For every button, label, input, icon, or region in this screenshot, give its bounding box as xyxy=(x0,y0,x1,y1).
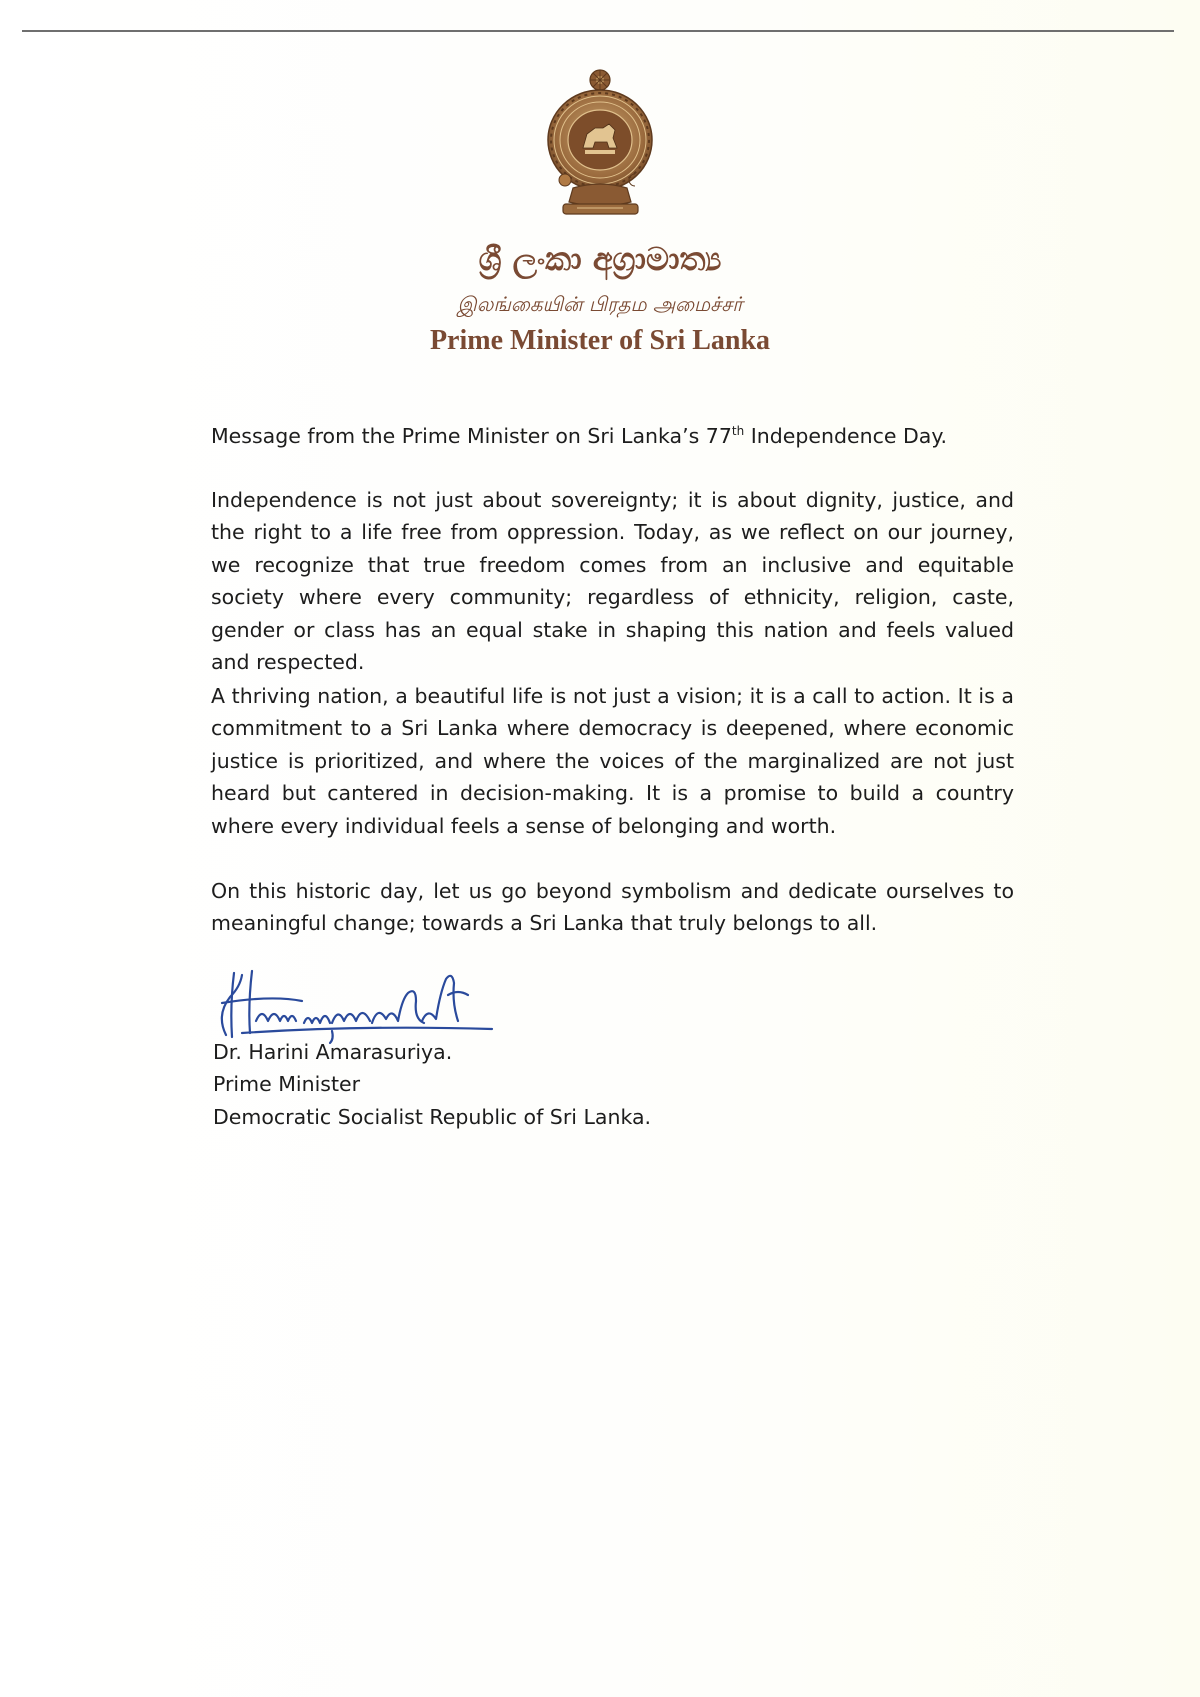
signatory-title: Prime Minister xyxy=(213,1072,361,1097)
signatory-block xyxy=(213,1036,651,1133)
message-paragraph-1: Independence is not just about sovereignty; it is about dignity, justice, and the right to a life free from oppression. Today, as we reflect on our journey, we recognize that true freedom comes from an inclusive and equitable society where every community; regardless of ethnicity, religion, caste, gender or class has an equal stake in shaping this nation and feels valued and respected. xyxy=(211,488,1014,675)
letterhead-title-tamil: இலங்கையின் பிரதம அமைச்சர் xyxy=(457,292,743,316)
message-heading-superscript: th xyxy=(731,424,745,439)
signatory-name: Dr. Harini Amarasuriya. xyxy=(213,1040,453,1064)
message-heading xyxy=(211,420,1014,452)
handwritten-signature xyxy=(212,965,537,1045)
letterhead-title-english: Prime Minister of Sri Lanka xyxy=(429,325,771,356)
state-emblem-icon xyxy=(543,68,658,218)
message-heading-after: Independence Day. xyxy=(744,424,948,448)
letterhead-title-sinhala: ශ්‍රී ලංකා අග්‍රාමාත්‍ය xyxy=(478,240,722,278)
message-paragraph-3: On this historic day, let us go beyond symbolism and dedicate ourselves to meaningful change; towards a Sri Lanka that truly belongs to all. xyxy=(211,879,1014,936)
message-heading-before: Message from the Prime Minister on Sri Lanka’s 77 xyxy=(211,424,732,448)
top-rule xyxy=(22,30,1174,32)
message-paragraph-2: A thriving nation, a beautiful life is not just a vision; it is a call to action. It is a commitment to a Sri Lanka where democracy is deepened, where economic justice is prioritized, and where the voices of the marginalized are not just heard but cantered in decision-making. It is a promise to build a country where every individual feels a sense of belonging and worth. xyxy=(211,684,1014,838)
signatory-country: Democratic Socialist Republic of Sri Lanka. xyxy=(213,1104,652,1129)
